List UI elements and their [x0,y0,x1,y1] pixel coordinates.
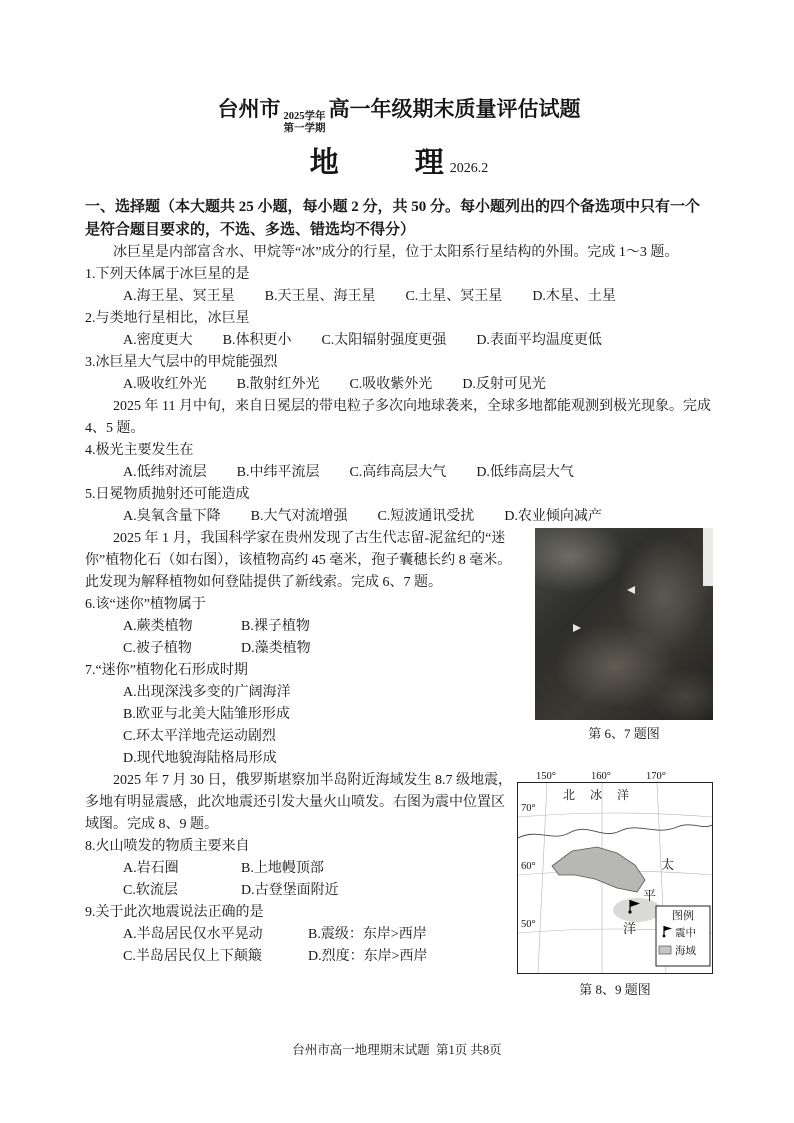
map-legend [656,906,710,966]
option-2a: A.密度更大 [123,333,193,348]
question-5-stem: 5.日冕物质抛射还可能造成 [85,487,250,502]
term-semester: 第一学期 [283,122,326,134]
question-9-stem: 9.关于此次地震说法正确的是 [85,905,264,920]
fossil-pointer-arrow [573,624,581,632]
page-content [85,96,713,998]
exam-date: 2026.2 [449,161,489,176]
earthquake-section-text [85,770,517,968]
map-figure [517,770,713,998]
exam-title-line [85,96,713,134]
title-rest: 高一年级期末质量评估试题 [328,97,581,121]
question-2-options [85,330,713,352]
lon-label-150: 150° [536,771,556,782]
option-5c: C.短波通讯受扰 [377,509,475,524]
region-map [517,770,713,976]
option-7d: D.现代地貌海陆格局形成 [123,751,277,766]
pacific-label-char: 平 [643,888,657,903]
question-7-stem: 7.“迷你”植物化石形成时期 [85,663,248,678]
passage-2: 2025 年 11 月中旬，来自日冕层的带电粒子多次向地球袭来，全球多地都能观测到极光现象。完成 4、5 题。 [85,399,711,436]
passage-1: 冰巨星是内部富含水、甲烷等“冰”成分的行星，位于太阳系行星结构的外围。完成 1～3 题。 [113,245,679,260]
question-5-options [85,506,713,528]
option-7b: B.欧亚与北美大陆雏形形成 [123,707,290,722]
option-1b: B.天王星、海王星 [264,289,376,304]
question-6 [85,594,521,660]
option-3b: B.散射红外光 [236,377,320,392]
option-9c: C.半岛居民仅上下颠簸 [123,949,262,964]
lat-label-60: 60° [521,861,536,872]
question-3 [85,352,713,396]
question-1-options [85,286,713,308]
passage-3: 2025 年 1 月，我国科学家在贵州发现了古生代志留-泥盆纪的“迷你”植物化石（如右图），该植物高约 45 毫米，孢子囊穗长约 8 毫米。此发现为解释植物如何登陆提供了新线索。完成 6、7 题。 [85,531,512,590]
legend-sea-swatch [659,946,671,954]
option-2b: B.体积更小 [222,333,292,348]
question-3-stem: 3.冰巨星大气层中的甲烷能强烈 [85,355,278,370]
lat-label-70: 70° [521,803,536,814]
legend-epicenter-label: 震中 [675,928,696,939]
option-4b: B.中纬平流层 [236,465,320,480]
option-7c: C.环太平洋地壳运动剧烈 [123,729,276,744]
option-4c: C.高纬高层大气 [349,465,447,480]
question-6-options [85,616,521,660]
option-4a: A.低纬对流层 [123,465,207,480]
fossil-section [85,528,713,770]
option-9d: D.烈度：东岸>西岸 [308,949,428,964]
page-footer: 台州市高一地理期末试题 第1页 共8页 [292,1043,502,1057]
option-8a: A.岩石圈 [123,861,179,876]
option-5d: D.农业倾向减产 [504,509,602,524]
question-1 [85,264,713,308]
lon-label-160: 160° [591,771,611,782]
option-3c: C.吸收紫外光 [349,377,433,392]
option-3d: D.反射可见光 [462,377,546,392]
legend-sea-label: 海域 [675,946,696,957]
option-1d: D.木星、土星 [532,289,616,304]
option-6c: C.被子植物 [123,641,192,656]
option-5b: B.大气对流增强 [250,509,348,524]
question-9 [85,902,517,968]
fossil-caption: 第 6、7 题图 [588,726,660,741]
question-8 [85,836,517,902]
question-7 [85,660,521,770]
question-2-stem: 2.与类地行星相比，冰巨星 [85,311,250,326]
passage-4: 2025 年 7 月 30 日，俄罗斯堪察加半岛附近海域发生 8.7 级地震，多地有明显震感，此次地震还引发大量火山喷发。右图为震中位置区域图。完成 8、9 题。 [85,773,512,832]
title-term-stack [284,111,326,134]
map-caption: 第 8、9 题图 [579,982,651,997]
title-city: 台州市 [217,97,281,121]
question-8-stem: 8.火山喷发的物质主要来自 [85,839,250,854]
earthquake-section [85,770,713,998]
photo-scale-strip [703,528,713,586]
option-8d: D.古登堡面附近 [241,883,339,898]
question-1-stem: 1.下列天体属于冰巨星的是 [85,267,250,282]
option-6d: D.藻类植物 [241,641,311,656]
fossil-figure [535,528,713,742]
section-heading: 一、选择题（本大题共 25 小题，每小题 2 分，共 50 分。每小题列出的四个备选项中只有一个是符合题目要求的，不选、多选、错选均不得分） [85,199,701,238]
option-1a: A.海王星、冥王星 [123,289,235,304]
option-7a: A.出现深浅多变的广阔海洋 [123,685,291,700]
fossil-pointer-arrow [627,586,635,594]
fossil-section-text [85,528,521,770]
lat-label-50: 50° [521,919,536,930]
fossil-photo [535,528,713,720]
option-8b: B.上地幔顶部 [241,861,324,876]
option-1c: C.土星、冥王星 [405,289,503,304]
question-2 [85,308,713,352]
option-8c: C.软流层 [123,883,178,898]
option-9b: B.震级：东岸>西岸 [308,927,427,942]
option-6b: B.裸子植物 [241,619,310,634]
question-4-options [85,462,713,484]
term-year: 2025学年 [283,111,326,122]
option-6a: A.蕨类植物 [123,619,193,634]
question-9-options [85,924,517,968]
question-5 [85,484,713,528]
question-6-stem: 6.该“迷你”植物属于 [85,597,206,612]
question-7-options [85,682,521,770]
option-5a: A.臭氧含量下降 [123,509,221,524]
legend-title: 图例 [672,910,694,922]
option-4d: D.低纬高层大气 [476,465,574,480]
option-3a: A.吸收红外光 [123,377,207,392]
option-2d: D.表面平均温度更低 [476,333,602,348]
option-9a: A.半岛居民仅水平晃动 [123,927,263,942]
question-4 [85,440,713,484]
option-2c: C.太阳辐射强度更强 [321,333,447,348]
pacific-label-char: 太 [661,857,675,872]
lon-label-170: 170° [646,771,666,782]
subject-name: 地 理 [309,147,446,179]
arctic-ocean-label: 北 冰 洋 [563,788,636,802]
subject-title-line [85,140,713,181]
question-8-options [85,858,517,902]
pacific-label-char: 洋 [623,921,637,936]
question-4-stem: 4.极光主要发生在 [85,443,194,458]
question-3-options [85,374,713,396]
